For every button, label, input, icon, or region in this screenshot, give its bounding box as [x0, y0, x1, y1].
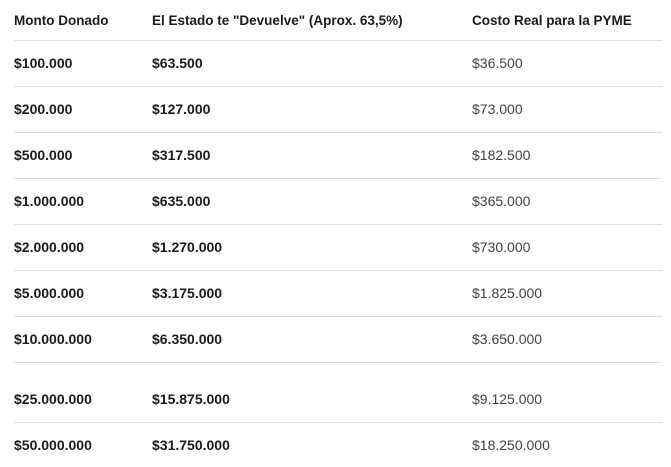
table-row — [14, 86, 662, 132]
cell-devuelve: $63.500 — [152, 40, 472, 86]
table-row — [14, 270, 662, 316]
cell-monto: $100.000 — [14, 40, 152, 86]
cell-costo: $18.250.000 — [472, 437, 550, 454]
cell-monto: $1.000.000 — [14, 178, 152, 224]
table-row — [14, 178, 662, 224]
cell-devuelve: $635.000 — [152, 178, 472, 224]
cell-monto: $2.000.000 — [14, 224, 152, 270]
cell-monto: $5.000.000 — [14, 270, 152, 316]
spacer-cell — [14, 362, 662, 376]
header-monto-donado: Monto Donado — [14, 0, 152, 40]
donation-table — [14, 0, 662, 467]
cell-devuelve: $1.270.000 — [152, 224, 472, 270]
table-row — [14, 422, 662, 467]
cell-costo: $3.650.000 — [472, 316, 662, 362]
cell-costo: $9.125.000 — [472, 376, 662, 422]
table-row — [14, 132, 662, 178]
cell-monto: $25.000.000 — [14, 376, 152, 422]
cell-devuelve: $127.000 — [152, 86, 472, 132]
cell-costo: $73.000 — [472, 86, 662, 132]
cell-costo: $365.000 — [472, 178, 662, 224]
cell-monto: $50.000.000 — [14, 437, 92, 454]
table-row — [14, 224, 662, 270]
cell-devuelve: $6.350.000 — [152, 316, 472, 362]
table-body — [14, 40, 662, 467]
table-row — [14, 376, 662, 422]
cell-costo: $1.825.000 — [472, 270, 662, 316]
cell-devuelve: $3.175.000 — [152, 270, 472, 316]
header-costo-real: Costo Real para la PYME — [472, 0, 662, 40]
cell-devuelve: $317.500 — [152, 132, 472, 178]
header-estado-devuelve: El Estado te "Devuelve" (Aprox. 63,5%) — [152, 0, 472, 40]
table-header-row — [14, 0, 662, 40]
cell-monto: $10.000.000 — [14, 316, 152, 362]
cell-monto: $500.000 — [14, 132, 152, 178]
cell-monto: $200.000 — [14, 86, 152, 132]
cell-costo: $36.500 — [472, 40, 662, 86]
table-row — [14, 40, 662, 86]
table-row — [14, 316, 662, 362]
cell-costo: $182.500 — [472, 132, 662, 178]
cell-devuelve: $15.875.000 — [152, 376, 472, 422]
cell-devuelve: $31.750.000 — [152, 437, 230, 454]
table-spacer-row — [14, 362, 662, 376]
cell-costo: $730.000 — [472, 224, 662, 270]
